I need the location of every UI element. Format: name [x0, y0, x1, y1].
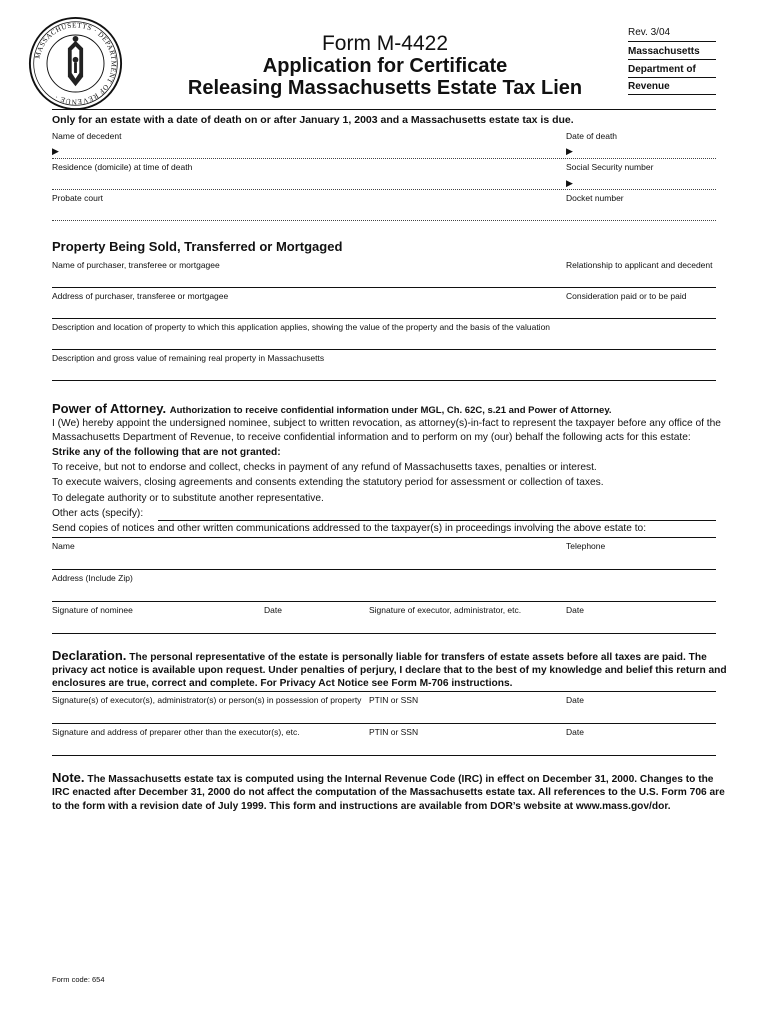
poa-act-waivers[interactable]: To execute waivers, closing agreements and consents extending the statutory period for assessment or collection of taxes.: [52, 477, 604, 488]
purchaser-address-field[interactable]: [52, 318, 716, 319]
purchaser-name-field[interactable]: [52, 287, 716, 288]
preparer-date-label: Date: [566, 727, 584, 737]
note-line3: to the form with a revision date of July 1999. This form and instructions are available from DOR’s website at www.mass.gov/dor.: [52, 801, 671, 812]
declaration-line1-row: [52, 649, 707, 665]
intro-notice: Only for an estate with a date of death on or after January 1, 2003 and a Massachusetts estate tax is due.: [52, 114, 574, 126]
note-line1-row: [52, 771, 713, 787]
agency-divider: [628, 94, 716, 95]
strike-instruction: Strike any of the following that are not granted:: [52, 447, 281, 458]
executors-signature-field[interactable]: [52, 723, 716, 724]
agency-divider: [628, 59, 716, 60]
executor-date-label: Date: [566, 605, 584, 615]
revision-date: Rev. 3/04: [628, 27, 671, 38]
poa-paragraph-line1: I (We) hereby appoint the undersigned nominee, subject to written revocation, as attorney(s)-in-fact to represent the taxpayer before any office of the: [52, 418, 721, 429]
decedent-name-arrow-icon: ▶: [52, 146, 59, 156]
remaining-property-field[interactable]: [52, 380, 716, 381]
poa-heading: Power of Attorney.: [52, 401, 167, 416]
nominee-address-label: Address (Include Zip): [52, 573, 133, 583]
agency-line1: Massachusetts: [628, 46, 700, 57]
residence-label: Residence (domicile) at time of death: [52, 162, 193, 172]
agency-divider: [628, 41, 716, 42]
poa-paragraph-line2: Massachusetts Department of Revenue, to receive confidential information and to perform on my (our) behalf the following acts for this estate:: [52, 432, 691, 443]
agency-divider: [628, 77, 716, 78]
form-code: Form code: 654: [52, 975, 105, 984]
declaration-line1: The personal representative of the estate is personally liable for transfers of estate assets before all taxes are paid. The: [129, 652, 707, 663]
note-line2: IRC enacted after December 31, 2000 do not affect the computation of the Massachusetts estate tax. All references to the U.S. Form 706 are: [52, 787, 725, 798]
executor-signature-label: Signature of executor, administrator, etc.: [369, 605, 522, 615]
form-number: Form M-4422: [321, 32, 449, 55]
send-copies-text: Send copies of notices and other written communications addressed to the taxpayer(s) in proceedings involving the above estate to:: [52, 523, 647, 534]
note-heading: Note.: [52, 770, 85, 785]
relationship-label: Relationship to applicant and decedent: [566, 260, 713, 270]
executors-ptin-label: PTIN or SSN: [369, 695, 419, 705]
header-rule: [52, 109, 716, 110]
declaration-heading: Declaration.: [52, 648, 127, 663]
preparer-ptin-label: PTIN or SSN: [369, 727, 419, 737]
form-title-line1: Application for Certificate: [262, 55, 508, 77]
poa-act-delegate[interactable]: To delegate authority or to substitute another representative.: [52, 493, 324, 504]
nominee-telephone-label: Telephone: [566, 541, 606, 551]
executors-signature-label: Signature(s) of executor(s), administrator(s) or person(s) in possession of property: [52, 695, 362, 705]
nominee-date-label: Date: [264, 605, 282, 615]
date-of-death-arrow-icon: ▶: [566, 146, 573, 156]
ssn-label: Social Security number: [566, 162, 654, 172]
declaration-divider: [52, 691, 716, 692]
nominee-name-field[interactable]: [52, 569, 716, 570]
nominee-name-label: Name: [52, 541, 75, 551]
agency-line2: Department of: [628, 64, 696, 75]
nominee-signature-label: Signature of nominee: [52, 605, 133, 615]
declaration-line3: enclosures are true, correct and complete. For Privacy Act Notice see Form M-706 instructions.: [52, 678, 513, 689]
remaining-property-label: Description and gross value of remaining real property in Massachusetts: [52, 353, 325, 363]
residence-field[interactable]: [52, 189, 716, 190]
executors-date-label: Date: [566, 695, 584, 705]
decedent-name-label: Name of decedent: [52, 131, 122, 141]
declaration-line2: privacy act notice is available upon request. Under penalties of perjury, I declare that to the best of my knowledge and belief this return and: [52, 665, 727, 676]
poa-section-heading: [52, 401, 612, 416]
docket-number-label: Docket number: [566, 193, 624, 203]
preparer-signature-field[interactable]: [52, 755, 716, 756]
other-acts-field[interactable]: [158, 520, 716, 521]
property-description-label: Description and location of property to which this application applies, showing the value of the property and the basis of the valuation: [52, 322, 551, 332]
decedent-name-field[interactable]: [52, 158, 716, 159]
property-description-field[interactable]: [52, 349, 716, 350]
date-of-death-label: Date of death: [566, 131, 618, 141]
note-line1: The Massachusetts estate tax is computed using the Internal Revenue Code (IRC) in effect on December 31, 2000. Changes to the: [87, 774, 714, 785]
poa-signature-field[interactable]: [52, 633, 716, 634]
purchaser-name-label: Name of purchaser, transferee or mortgagee: [52, 260, 220, 270]
poa-heading-sub: Authorization to receive confidential information under MGL, Ch. 62C, s.21 and Power of Attorney.: [169, 405, 612, 416]
purchaser-address-label: Address of purchaser, transferee or mortgagee: [52, 291, 229, 301]
massachusetts-seal-logo: [28, 16, 123, 111]
probate-court-label: Probate court: [52, 193, 104, 203]
other-acts-label: Other acts (specify):: [52, 508, 144, 519]
nominee-address-field[interactable]: [52, 601, 716, 602]
poa-act-refund[interactable]: To receive, but not to endorse and collect, checks in payment of any refund of Massachusetts taxes, penalties or interest.: [52, 462, 597, 473]
form-title-line2: Releasing Massachusetts Estate Tax Lien: [187, 77, 583, 99]
probate-court-field[interactable]: [52, 220, 716, 221]
agency-line3: Revenue: [628, 81, 670, 92]
consideration-label: Consideration paid or to be paid: [566, 291, 687, 301]
property-section-heading: Property Being Sold, Transferred or Mortgaged: [52, 239, 343, 254]
poa-divider: [52, 537, 716, 538]
preparer-signature-label: Signature and address of preparer other than the executor(s), etc.: [52, 727, 300, 737]
ssn-arrow-icon: ▶: [566, 178, 573, 188]
svg-text:MASSACHUSETTS · DEPARTMENT OF: MASSACHUSETTS · DEPARTMENT OF REVENUE ·: [33, 21, 118, 106]
